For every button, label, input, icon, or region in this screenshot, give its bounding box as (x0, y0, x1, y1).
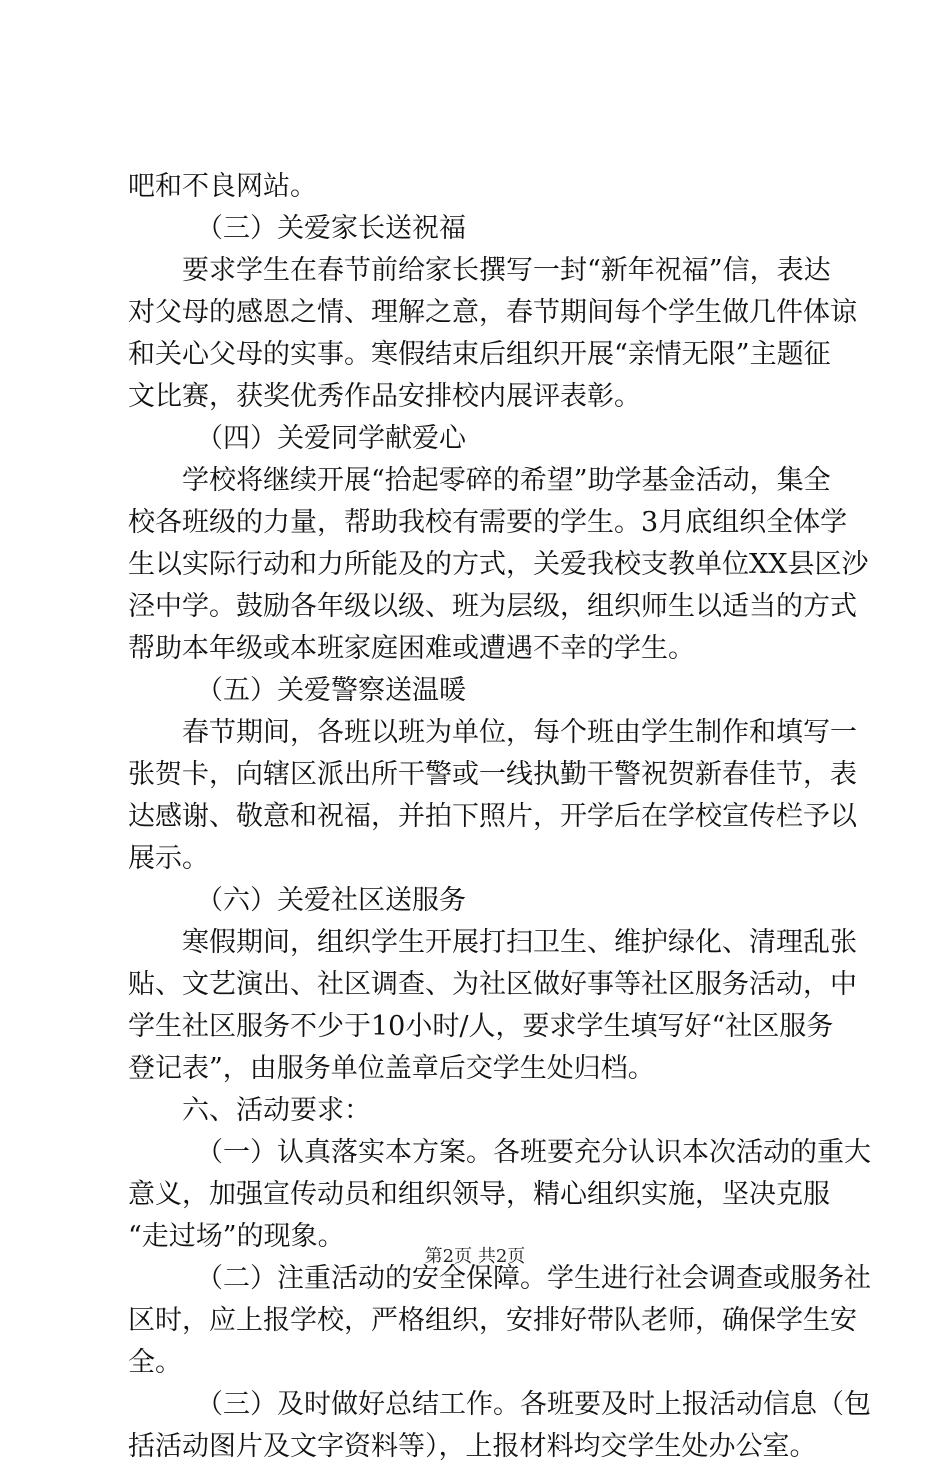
paragraph-line: 生以实际行动和力所能及的方式，关爱我校支教单位XX县区沙 (128, 549, 869, 580)
paragraph-line: 区时，应上报学校，严格组织，安排好带队老师，确保学生安 (128, 1305, 857, 1336)
paragraph-line: 吧和不良网站。 (128, 171, 317, 202)
paragraph-line: 展示。 (128, 843, 209, 874)
document-body (128, 166, 871, 1468)
paragraph-line: 意义，加强宣传动员和组织领导，精心组织实施，坚决克服 (128, 1179, 830, 1210)
paragraph-line: “走过场”的现象。 (128, 1221, 345, 1252)
paragraph-line: 寒假期间，组织学生开展打扫卫生、维护绿化、清理乱张 (182, 927, 857, 958)
paragraph-line: 达感谢、敬意和祝福，并拍下照片，开学后在学校宣传栏予以 (128, 801, 857, 832)
paragraph-line: 要求学生在春节前给家长撰写一封“新年祝福”信，表达 (182, 255, 831, 286)
section-heading: 六、活动要求： (182, 1095, 371, 1126)
paragraph-line: 括活动图片及文字资料等），上报材料均交学生处办公室。 (128, 1431, 817, 1462)
section-heading: （六）关爱社区送服务 (196, 885, 466, 916)
section-heading: （三）关爱家长送祝福 (196, 213, 466, 244)
paragraph-line: （一）认真落实本方案。各班要充分认识本次活动的重大 (196, 1137, 871, 1168)
paragraph-line: 对父母的感恩之情、理解之意，春节期间每个学生做几件体谅 (128, 297, 857, 328)
page-footer (0, 1245, 950, 1269)
section-heading: （五）关爱警察送温暖 (196, 675, 466, 706)
paragraph-line: 和关心父母的实事。寒假结束后组织开展“亲情无限”主题征 (128, 339, 831, 370)
paragraph-line: 泾中学。鼓励各年级以级、班为层级，组织师生以适当的方式 (128, 591, 857, 622)
paragraph-line: 登记表”，由服务单位盖章后交学生处归档。 (128, 1053, 655, 1084)
paragraph-line: 学校将继续开展“拾起零碎的希望”助学基金活动，集全 (182, 465, 831, 496)
paragraph-line: 春节期间，各班以班为单位，每个班由学生制作和填写一 (182, 717, 857, 748)
paragraph-line: 贴、文艺演出、社区调查、为社区做好事等社区服务活动，中 (128, 969, 857, 1000)
paragraph-line: （三）及时做好总结工作。各班要及时上报活动信息（包 (196, 1389, 871, 1420)
paragraph-line: 文比赛，获奖优秀作品安排校内展评表彰。 (128, 381, 641, 412)
section-heading: （四）关爱同学献爱心 (196, 423, 466, 454)
paragraph-line: 校各班级的力量，帮助我校有需要的学生。3月底组织全体学 (128, 507, 848, 538)
page-number: 第2页 共2页 (424, 1246, 526, 1267)
paragraph-line: 全。 (128, 1347, 182, 1378)
paragraph-line: 张贺卡，向辖区派出所干警或一线执勤干警祝贺新春佳节，表 (128, 759, 857, 790)
paragraph-line: （二）注重活动的安全保障。学生进行社会调查或服务社 (196, 1263, 871, 1294)
paragraph-line: 帮助本年级或本班家庭困难或遭遇不幸的学生。 (128, 633, 695, 664)
paragraph-line: 学生社区服务不少于10小时/人，要求学生填写好“社区服务 (128, 1011, 834, 1042)
